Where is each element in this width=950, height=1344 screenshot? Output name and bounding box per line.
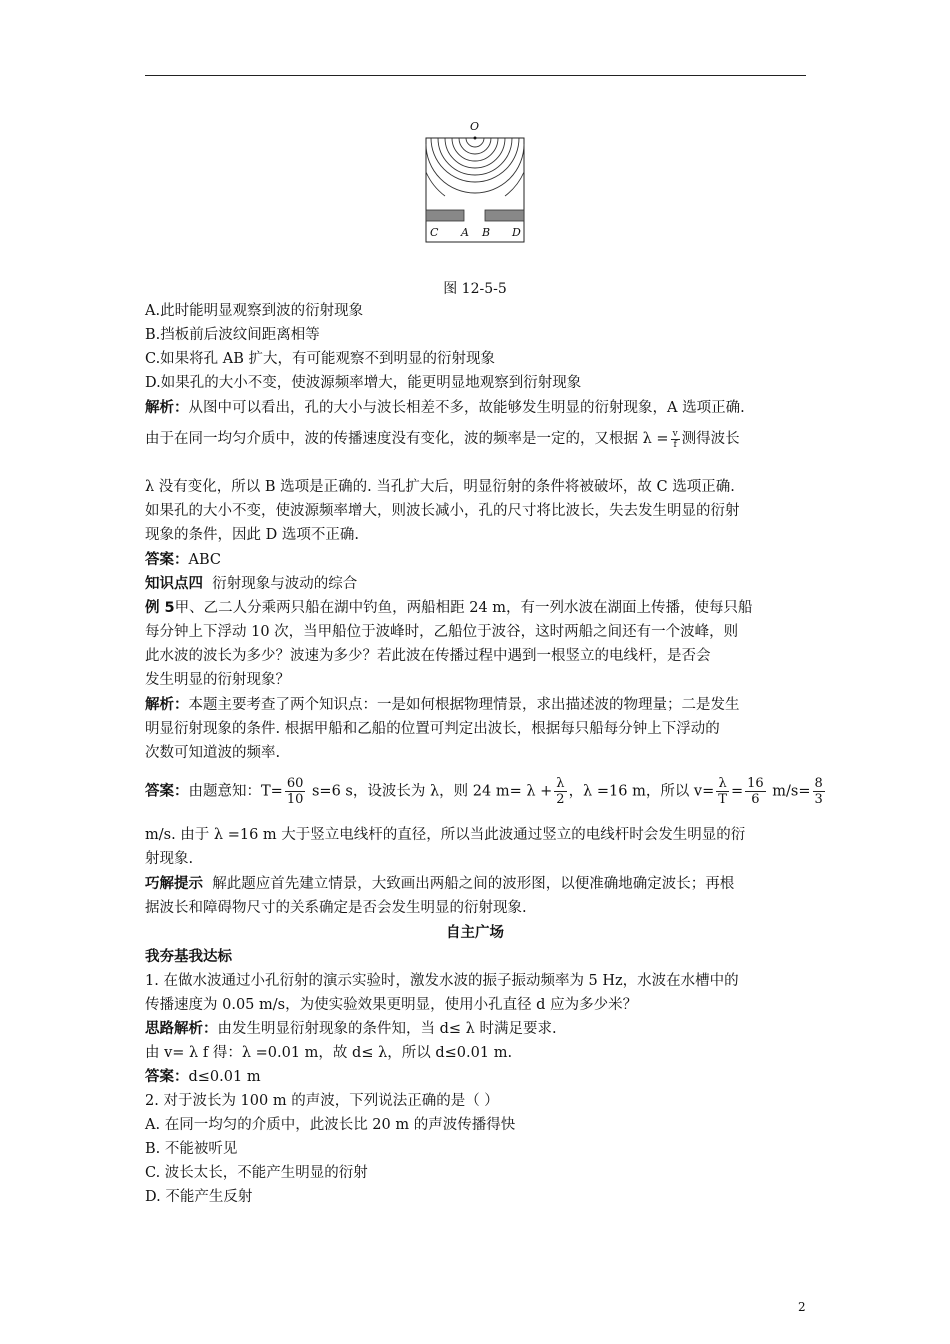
q2-stem: 2. 对于波长为 100 m 的声波，下列说法正确的是（ ） <box>145 1093 499 1109</box>
q1-answer: 答案：d≤0.01 m <box>145 1069 261 1085</box>
fraction-v-over-f: $\frac{v}{f}$ <box>672 428 678 450</box>
option-d: D.如果孔的大小不变，使波源频率增大，能更明显地观察到衍射现象 <box>145 375 582 391</box>
label-c: C <box>430 226 439 239</box>
q1-line-2: 传播速度为 0.05 m/s，为使实验效果更明显，使用小孔直径 d 应为多少米？ <box>145 997 638 1013</box>
answer2-line-2: m/s. 由于 λ =16 m 大于竖立电线杆的直径，所以当此波通过竖立的电线杆时会发生明显的衍 <box>145 827 746 843</box>
tip-line-1: 巧解提示 解此题应首先建立情景，大致画出两船之间的波形图，以便准确地确定波长；再根 <box>145 876 735 892</box>
fraction-8-3: $\frac{8}{3}$ <box>814 776 823 807</box>
tip-line-2: 据波长和障碍物尺寸的关系确定是否会发生明显的衍射现象. <box>145 900 527 916</box>
analysis-line-5: 现象的条件，因此 D 选项不正确. <box>145 527 359 543</box>
answer2-line-3: 射现象. <box>145 851 194 867</box>
option-b: B.挡板前后波纹间距离相等 <box>145 327 320 343</box>
example-line-2: 每分钟上下浮动 10 次，当甲船位于波峰时，乙船位于波谷，这时两船之间还有一个波峰，则 <box>145 624 739 640</box>
analysis-line-1: 解析：从图中可以看出，孔的大小与波长相差不多，故能够发生明显的衍射现象，A 选项正确. <box>145 400 745 416</box>
fraction-lambda-t: $\frac{\lambda}{T}$ <box>718 776 727 807</box>
figure-caption: 图 12-5-5 <box>443 281 507 297</box>
q2-option-b: B. 不能被听见 <box>145 1141 238 1157</box>
knowledge-point-heading: 知识点四 衍射现象与波动的综合 <box>145 576 358 592</box>
example-line-4: 发生明显的衍射现象？ <box>145 672 290 688</box>
page-number: 2 <box>798 1300 806 1314</box>
subsection-title: 我夯基我达标 <box>145 949 232 965</box>
fraction-16-6: $\frac{16}{6}$ <box>747 776 764 807</box>
answer2-line-1: 答案：由题意知：T= $\frac{60}{10}$ s=6 s，设波长为 λ，则 24 m= λ + $\frac{\lambda}{2}$ ，λ =16 m，所以 v= $\frac{\lambda}{T}$ = $\frac{16}{6}$ m/s= $\frac{8}{3}$ <box>145 776 823 807</box>
analysis-line-2: 由于在同一均匀介质中，波的传播速度没有变化，波的频率是一定的，又根据 λ = $\frac{v}{f}$ 测得波长 <box>145 428 740 450</box>
answer-line: 答案：ABC <box>145 552 221 568</box>
section-title: 自主广场 <box>446 925 504 941</box>
header-rule <box>145 75 806 76</box>
barrier-right <box>485 210 524 221</box>
diffraction-figure <box>425 118 525 248</box>
option-c: C.如果将孔 AB 扩大，有可能观察不到明显的衍射现象 <box>145 351 496 367</box>
q2-option-a: A. 在同一均匀的介质中，此波长比 20 m 的声波传播得快 <box>145 1117 516 1133</box>
q2-option-d: D. 不能产生反射 <box>145 1189 253 1205</box>
analysis2-line-3: 次数可知道波的频率. <box>145 745 281 761</box>
source-label: O <box>470 120 480 133</box>
q2-option-c: C. 波长太长，不能产生明显的衍射 <box>145 1165 368 1181</box>
example-line-1: 例 5甲、乙二人分乘两只船在湖中钓鱼，两船相距 24 m，有一列水波在湖面上传播，使每只船 <box>145 600 753 616</box>
label-d: D <box>512 226 521 239</box>
source-point <box>474 137 477 140</box>
q1-derivation: 由 v= λ f 得：λ =0.01 m，故 d≤ λ，所以 d≤0.01 m. <box>145 1045 513 1061</box>
barrier-left <box>426 210 464 221</box>
option-a: A.此时能明显观察到波的衍射现象 <box>145 303 364 319</box>
example-line-3: 此水波的波长为多少？波速为多少？若此波在传播过程中遇到一根竖立的电线杆，是否会 <box>145 648 711 664</box>
label-b: B <box>482 226 491 239</box>
fraction-60-10: $\frac{60}{10}$ <box>286 776 304 807</box>
analysis2-line-1: 解析：本题主要考查了两个知识点：一是如何根据物理情景，求出描述波的物理量；二是发生 <box>145 697 740 713</box>
label-a: A <box>461 226 469 239</box>
analysis-head: 解析： <box>145 400 189 416</box>
analysis-line-4: 如果孔的大小不变，使波源频率增大，则波长减小，孔的尺寸将比波长，失去发生明显的衍射 <box>145 503 740 519</box>
fraction-lambda-2: $\frac{\lambda}{2}$ <box>556 776 565 807</box>
analysis2-line-2: 明显衍射现象的条件. 根据甲船和乙船的位置可判定出波长，根据每只船每分钟上下浮动的 <box>145 721 720 737</box>
analysis-line-3: λ 没有变化，所以 B 选项是正确的. 当孔扩大后，明显衍射的条件将被破坏，故 C 选项正确. <box>145 479 735 495</box>
q1-line-1: 1. 在做水波通过小孔衍射的演示实验时，激发水波的振子振动频率为 5 Hz，水波在水槽中的 <box>145 973 739 989</box>
q1-analysis: 思路解析：由发生明显衍射现象的条件知，当 d≤ λ 时满足要求. <box>145 1021 557 1037</box>
